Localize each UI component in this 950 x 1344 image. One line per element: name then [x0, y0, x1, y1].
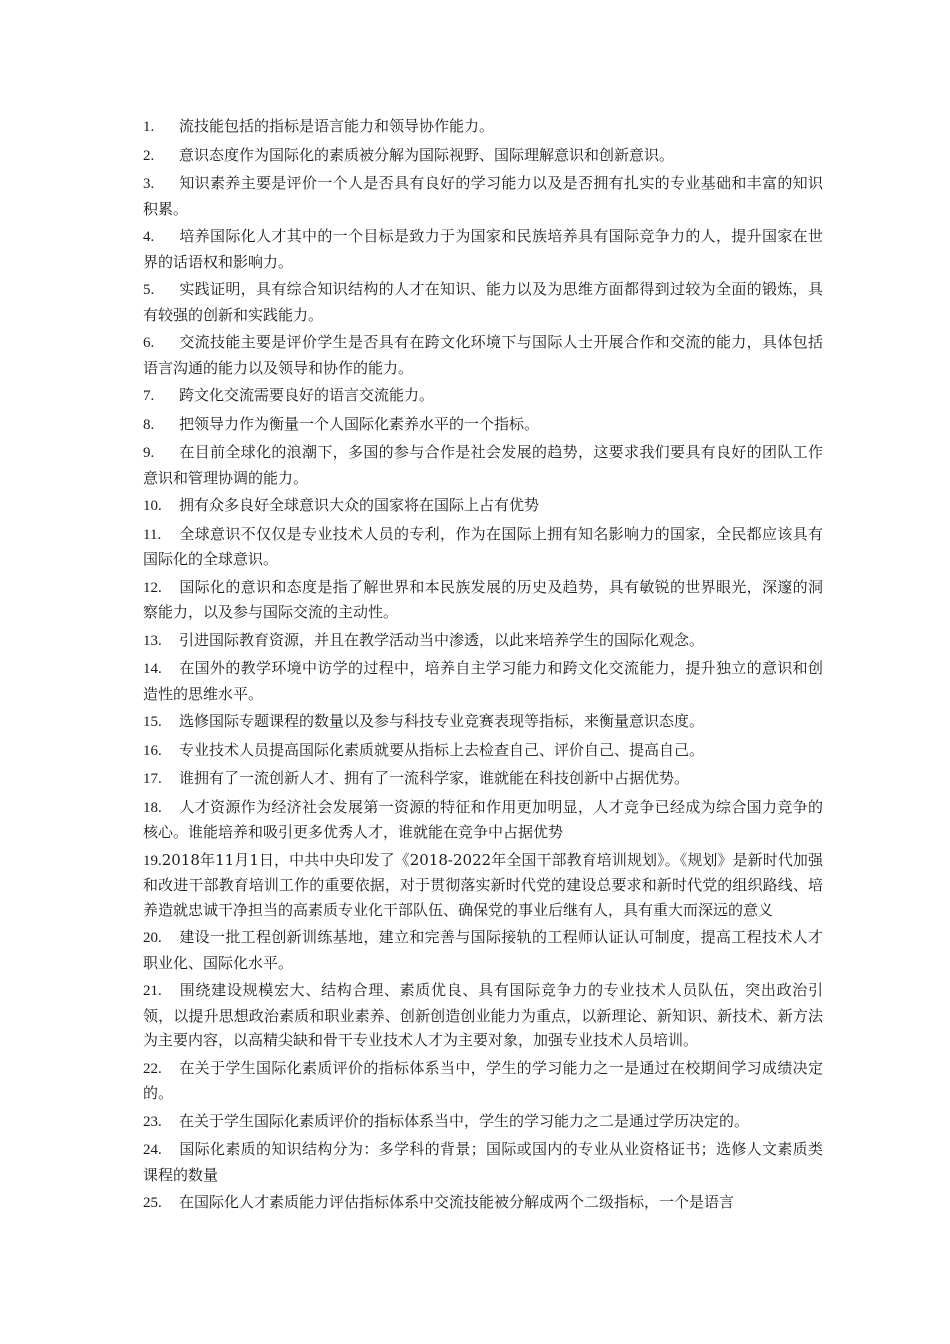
- item-number: 15.: [143, 714, 162, 730]
- item-number: 19.: [143, 852, 162, 869]
- item-text: 人才资源作为经济社会发展第一资源的特征和作用更加明显，人才竞争已经成为综合国力竞争的核心。谁能培养和吸引更多优秀人才，谁就能在竞争中占据优势: [143, 797, 823, 841]
- item-text: 选修国际专题课程的数量以及参与科技专业竞赛表现等指标，来衡量意识态度。: [179, 712, 705, 730]
- item-text: 在国际化人才素质能力评估指标体系中交流技能被分解成两个二级指标，一个是语言: [179, 1193, 735, 1211]
- list-item: [143, 1056, 823, 1106]
- item-text: 专业技术人员提高国际化素质就要从指标上去检查自己、评价自己、提高自己。: [179, 740, 705, 759]
- item-number: 9.: [143, 445, 155, 461]
- item-text: 围绕建设规模宏大、结构合理、素质优良、具有国际竞争力的专业技术人员队伍，突出政治引领，以提升思想政治素质和职业素养、创新创造创业能力为重点，以新理论、新知识、新技术、新方法为主要内容，以高精尖缺和骨干专业技术人才为主要对象，加强专业技术人员培训。: [143, 981, 823, 1049]
- item-number: 8.: [143, 416, 155, 433]
- list-item: [143, 709, 823, 735]
- list-item: [143, 143, 823, 169]
- list-item: [143, 522, 823, 572]
- list-item: [143, 925, 823, 975]
- item-text: 国际化素质的知识结构分为：多学科的背景；国际或国内的专业从业资格证书；选修人文素质类课程的数量: [143, 1140, 823, 1184]
- item-number: 13.: [143, 632, 162, 649]
- list-item: [143, 1190, 823, 1216]
- list-item: [143, 383, 823, 409]
- list-item: [143, 628, 823, 654]
- item-number: 6.: [143, 335, 155, 351]
- item-number: 3.: [143, 176, 155, 192]
- item-text: 交流技能主要是评价学生是否具有在跨文化环境下与国际人士开展合作和交流的能力，具体包括语言沟通的能力以及领导和协作的能力。: [143, 333, 823, 377]
- list-item: [143, 738, 823, 764]
- item-text: 引进国际教育资源，并且在教学活动当中渗透，以此来培养学生的国际化观念。: [179, 630, 705, 649]
- item-text: 把领导力作为衡量一个人国际化素养水平的一个指标。: [179, 414, 540, 433]
- item-number: 11.: [143, 526, 162, 543]
- item-number: 12.: [143, 579, 162, 596]
- item-number: 24.: [143, 1142, 162, 1158]
- item-text: 知识素养主要是评价一个人是否具有良好的学习能力以及是否拥有扎实的专业基础和丰富的知识积累。: [143, 174, 823, 218]
- item-text: 意识态度作为国际化的素质被分解为国际视野、国际理解意识和创新意识。: [179, 145, 675, 164]
- item-number: 16.: [143, 742, 162, 759]
- item-text: 跨文化交流需要良好的语言交流能力。: [179, 386, 435, 404]
- item-text: 全球意识不仅仅是专业技术人员的专利，作为在国际上拥有知名影响力的国家，全民都应该具有国际化的全球意识。: [143, 524, 823, 568]
- list-item: [143, 412, 823, 438]
- item-number: 18.: [143, 799, 162, 816]
- item-number: 1.: [143, 119, 155, 135]
- list-item: [143, 277, 823, 327]
- list-item: [143, 1109, 823, 1135]
- item-number: 17.: [143, 771, 162, 787]
- item-number: 4.: [143, 229, 155, 245]
- list-item: [143, 656, 823, 706]
- item-text: 谁拥有了一流创新人才、拥有了一流科学家，谁就能在科技创新中占据优势。: [179, 769, 690, 787]
- item-text: 在目前全球化的浪潮下，多国的参与合作是社会发展的趋势，这要求我们要具有良好的团队工作意识和管理协调的能力。: [143, 443, 823, 487]
- item-number: 7.: [143, 388, 155, 404]
- list-item: [143, 330, 823, 380]
- item-text: 在国外的教学环境中访学的过程中，培养自主学习能力和跨文化交流能力，提升独立的意识和创造性的思维水平。: [143, 659, 823, 703]
- item-text: 培养国际化人才其中的一个目标是致力于为国家和民族培养具有国际竞争力的人，提升国家在世界的话语权和影响力。: [143, 227, 823, 271]
- item-number: 22.: [143, 1060, 162, 1077]
- list-item: [143, 978, 823, 1053]
- list-item: [143, 795, 823, 845]
- list-item: [143, 1137, 823, 1187]
- list-item: [143, 766, 823, 792]
- item-text: 国际化的意识和态度是指了解世界和本民族发展的历史及趋势，具有敏锐的世界眼光，深邃的洞察能力，以及参与国际交流的主动性。: [143, 577, 823, 621]
- document-body: [143, 114, 823, 1219]
- item-text: 在关于学生国际化素质评价的指标体系当中，学生的学习能力之一是通过在校期间学习成绩决定的。: [143, 1058, 823, 1102]
- list-item: [143, 171, 823, 221]
- list-item: [143, 575, 823, 625]
- item-number: 23.: [143, 1113, 162, 1130]
- list-item: [143, 114, 823, 140]
- item-number: 21.: [143, 983, 162, 999]
- item-number: 10.: [143, 498, 162, 514]
- list-item: [143, 440, 823, 490]
- item-text: 流技能包括的指标是语言能力和领导协作能力。: [179, 117, 495, 135]
- item-text: 2018年11月1日，中共中央印发了《2018-2022年全国干部教育培训规划》。《规划》是新时代加强和改进干部教育培训工作的重要依据，对于贯彻落实新时代党的建设总要求和新时代党的组织路线、培养造就忠诚干净担当的高素质专业化干部队伍、确保党的事业后继有人，具有重大而深远的意义: [143, 850, 823, 919]
- item-text: 在关于学生国际化素质评价的指标体系当中，学生的学习能力之二是通过学历决定的。: [179, 1111, 750, 1130]
- item-number: 25.: [143, 1195, 162, 1211]
- list-item: [143, 224, 823, 274]
- item-number: 2.: [143, 147, 155, 164]
- item-number: 5.: [143, 282, 155, 298]
- item-text: 建设一批工程创新训练基地，建立和完善与国际接轨的工程师认证认可制度，提高工程技术人才职业化、国际化水平。: [143, 928, 823, 972]
- list-item: [143, 848, 823, 923]
- item-number: 14.: [143, 661, 162, 677]
- item-number: 20.: [143, 930, 162, 946]
- item-text: 实践证明，具有综合知识结构的人才在知识、能力以及为思维方面都得到过较为全面的锻炼，具有较强的创新和实践能力。: [143, 280, 823, 324]
- item-text: 拥有众多良好全球意识大众的国家将在国际上占有优势: [179, 496, 540, 514]
- list-item: [143, 493, 823, 519]
